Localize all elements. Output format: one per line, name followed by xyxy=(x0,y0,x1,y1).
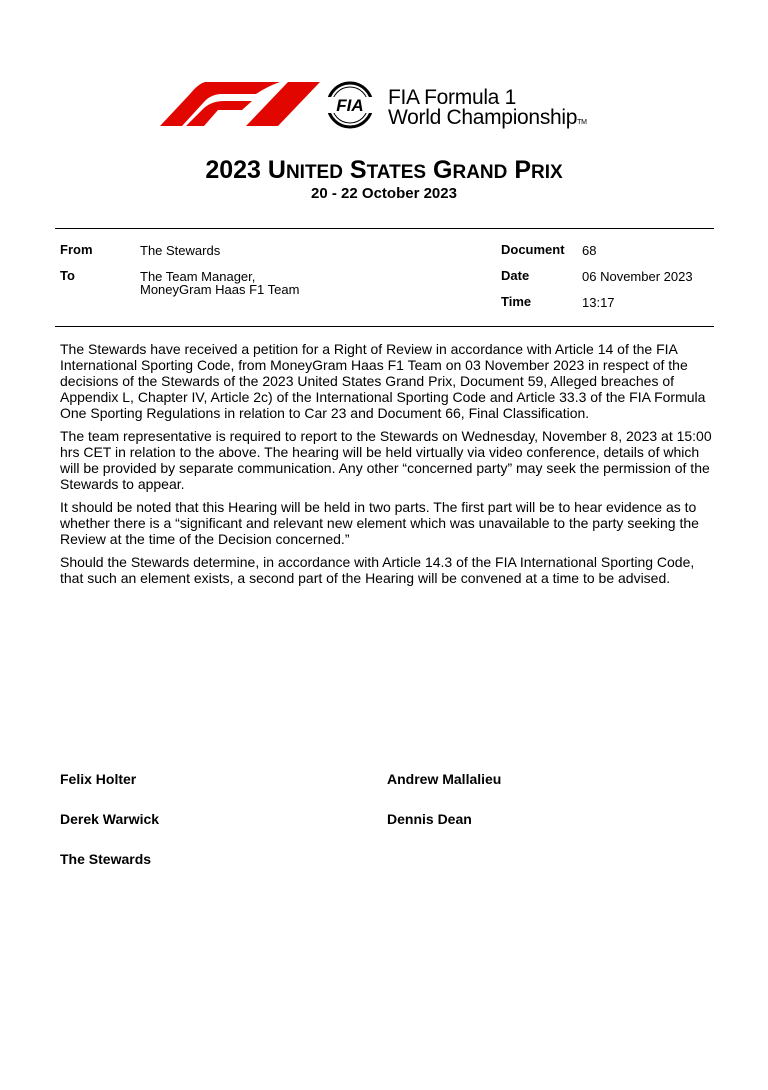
body-paragraph-1: The Stewards have received a petition for a Right of Review in accordance with Article 14 of the FIA International Sporting Code, from MoneyGram Haas F1 Team on 03 November 2023 in respect of the decisions of the Stewards of the 2023 United States Grand Prix, Document 59, Alleged breaches of Appendix L, Chapter IV, Article 2c) of the International Sporting Code and Article 33.3 of the FIA Formula One Sporting Regulations in relation to Car 23 and Document 66, Final Classification. xyxy=(60,341,706,421)
event-title-word-united: UNITED xyxy=(267,156,343,184)
brand-title: FIA Formula 1 xyxy=(388,86,516,109)
event-title-word-prix: PRIX xyxy=(514,156,563,184)
event-dates: 20 - 22 October 2023 xyxy=(311,185,457,202)
steward-signature-3: Derek Warwick xyxy=(60,811,160,827)
date-value: 06 November 2023 xyxy=(582,269,693,284)
event-title xyxy=(0,156,768,185)
document-value: 68 xyxy=(582,243,597,258)
brand-subtitle-text: World Championship xyxy=(388,106,578,129)
body-paragraph-2: The team representative is required to report to the Stewards on Wednesday, November 8, 2023 at 15:00 hrs CET in relation to the above. The hearing will be held virtually via video conference, details of which will be provided by separate communication. Any other “concerned party” may seek the permission of the Stewards to appear. xyxy=(60,428,712,492)
steward-signature-1: Felix Holter xyxy=(60,771,137,787)
body-paragraph-4: Should the Stewards determine, in accordance with Article 14.3 of the FIA International Sporting Code, that such an element exists, a second part of the Hearing will be convened at a time to be advised. xyxy=(60,554,695,586)
trademark-mark: TM xyxy=(577,119,587,126)
event-title-word-grand: GRAND xyxy=(433,156,508,184)
fia-seal-icon xyxy=(317,81,383,129)
header-logo-area xyxy=(160,80,630,130)
document-body xyxy=(60,341,716,593)
fia-seal-text: FIA xyxy=(336,96,364,115)
body-paragraph-3: It should be noted that this Hearing will be held in two parts. The first part will be to hear evidence as to whether there is a “significant and relevant new element which was unavailable to the party seeking the Review at the time of the Decision concerned.” xyxy=(60,499,699,547)
time-value: 13:17 xyxy=(582,295,615,310)
brand-subtitle xyxy=(388,106,587,130)
stewards-closing: The Stewards xyxy=(60,851,152,867)
time-label: Time xyxy=(501,294,532,309)
header-bottom-divider xyxy=(55,326,714,327)
steward-signature-4: Dennis Dean xyxy=(387,811,472,827)
event-title-year: 2023 xyxy=(205,156,261,184)
event-title-word-states: STATES xyxy=(349,156,427,184)
to-label: To xyxy=(60,268,75,283)
header-top-divider xyxy=(55,228,714,229)
from-value: The Stewards xyxy=(140,243,221,258)
from-label: From xyxy=(60,242,93,257)
date-label: Date xyxy=(501,268,530,283)
document-label: Document xyxy=(501,242,565,257)
f1-logo-icon xyxy=(160,82,320,126)
to-value-line1: The Team Manager, xyxy=(140,269,256,284)
to-value-line2: MoneyGram Haas F1 Team xyxy=(140,282,300,297)
steward-signature-2: Andrew Mallalieu xyxy=(387,771,502,787)
